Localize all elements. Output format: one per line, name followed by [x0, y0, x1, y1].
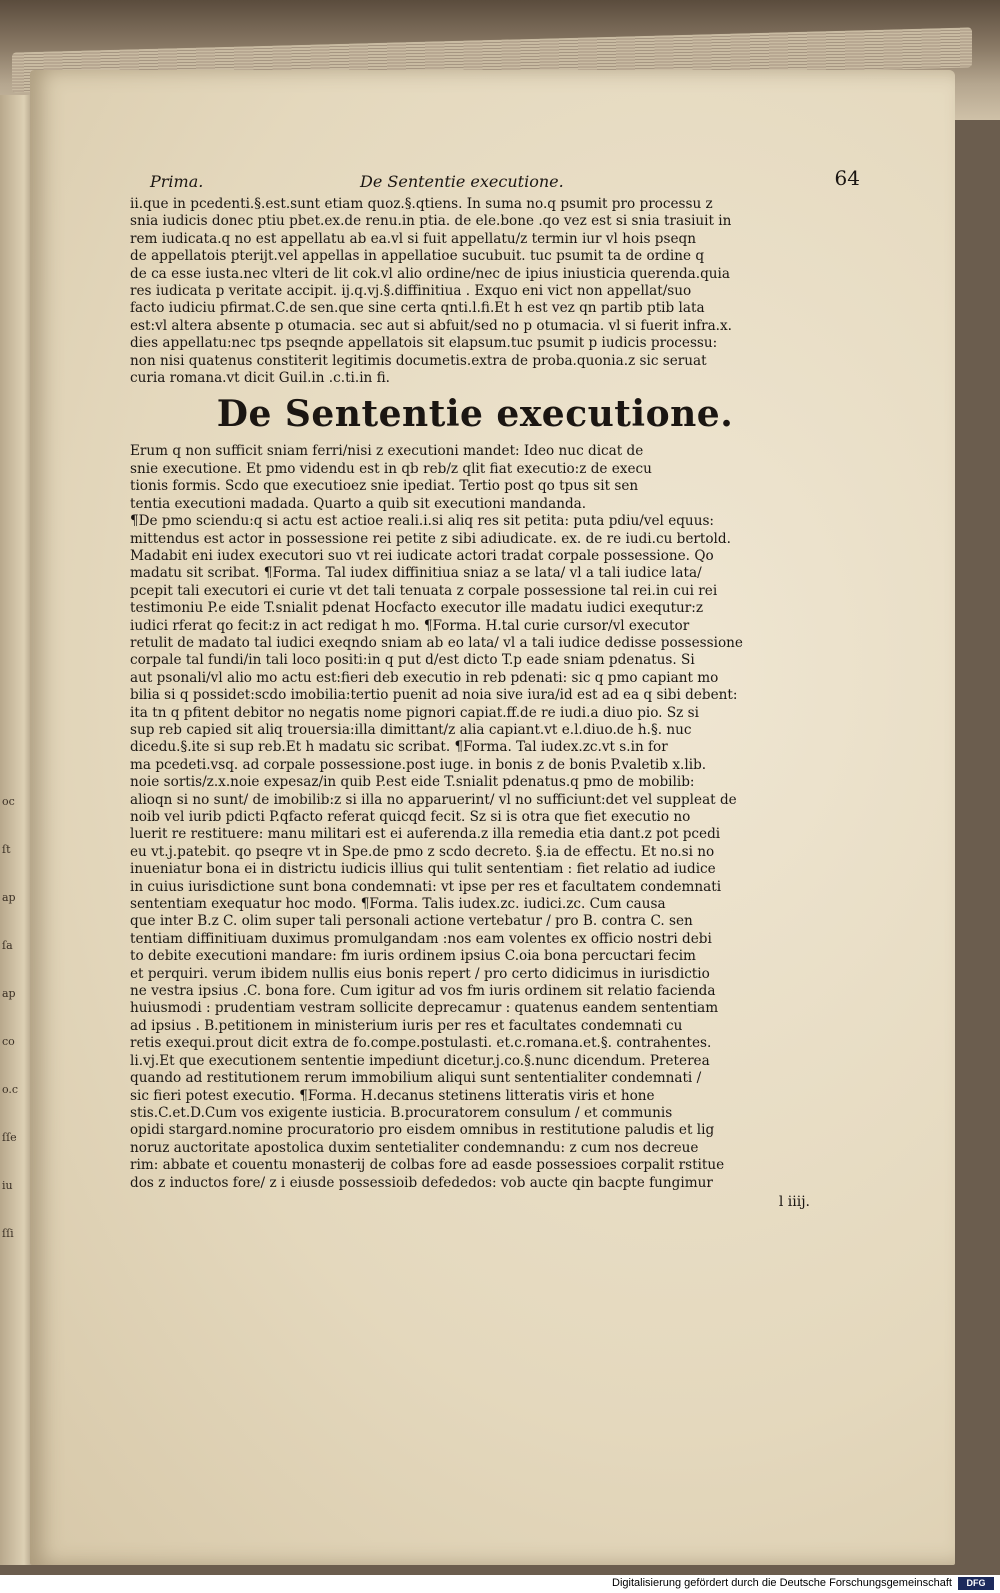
- text-line: Madabit eni iudex executori suo vt rei iudicate actori tradat corpale possessione. Qo: [130, 547, 714, 564]
- text-line: de ca esse iusta.nec vlteri de lit cok.vl alio ordine/nec de ipius iniusticia querenda.quia: [130, 265, 731, 282]
- text-line: testimoniu P.e eide T.snialit pdenat Hocfacto executor ille madatu iudici exequtur:z: [130, 600, 704, 617]
- book-page: [30, 70, 955, 1565]
- text-line: mittendus est actor in possessione rei petite z sibi adiudicate. ex. de re iudi.cu bertold.: [130, 530, 731, 547]
- text-line: dos z inductos fore/ z i eiusde possessioib defededos: vob aucte qin bacpte fungimur: [130, 1174, 713, 1191]
- text-line: ma pcedeti.vsq. ad corpale possessione.post iuge. in bonis z de bonis P.valetib x.lib.: [130, 756, 707, 773]
- text-line: snie executione. Et pmo videndu est in qb reb/z qlit fiat executio:z de execu: [130, 460, 652, 477]
- left-page-fragment: iu: [2, 1179, 13, 1192]
- left-page-fragment: o.c: [2, 1083, 19, 1096]
- text-line: sic fieri potest executio. ¶Forma. H.decanus stetinens litteratis viris et hone: [130, 1087, 655, 1104]
- text-line: snia iudicis donec ptiu pbet.ex.de renu.in ptia. de ele.bone .qo vez est si snia trasiuit in: [130, 213, 732, 230]
- text-line: li.vj.Et que executionem sententie impediunt dicetur.j.co.§.nunc dicendum. Preterea: [130, 1052, 710, 1069]
- text-line: quando ad restitutionem rerum immobilium aliqui sunt sententialiter condemnati /: [130, 1070, 702, 1087]
- left-page-fragment: co: [2, 1035, 15, 1048]
- text-line: luerit re restituere: manu militari est ei auferenda.z illa remedia etia dant.z pot pcedi: [130, 826, 721, 843]
- text-line: huiusmodi : prudentiam vestram sollicite deprecamur : quatenus eandem sententiam: [130, 1000, 719, 1017]
- text-line: noie sortis/z.x.noie expesaz/in quib P.est eide T.snialit pdenatus.q pmo de mobilib:: [130, 774, 695, 791]
- running-head: [130, 166, 860, 196]
- text-line: opidi stargard.nomine procuratorio pro eisdem omnibus in restitutione paludis et lig: [130, 1122, 715, 1139]
- text-line: curia romana.vt dicit Guil.in .c.ti.in fi.: [130, 370, 391, 387]
- text-line: facto iudiciu pfirmat.C.de sen.que sine certa qnti.l.fi.Et h est vez qn partib ptib lata: [130, 300, 705, 317]
- text-line: in cuius iurisdictione sunt bona condemnati: vt ipse per res et facultatem condemnati: [130, 878, 722, 895]
- text-line: est:vl altera absente p otumacia. sec aut si abfuit/sed no p otumacia. vl si fuerit infra.x.: [130, 317, 732, 334]
- running-head-left: Prima.: [150, 172, 204, 191]
- text-line: rim: abbate et couentu monasterij de colbas fore ad easde possessioes corpalit rstitue: [130, 1157, 725, 1174]
- footer-credit: Digitalisierung gefördert durch die Deutsche Forschungsgemeinschaft: [612, 1577, 952, 1589]
- text-line: pcepit tali executori ei curie vt det tali tenuata z corpale possessione tal rei.in cui rei: [130, 582, 718, 599]
- text-line: corpale tal fundi/in tali loco positi:in q put d/est dicto T.p eade sniam pdenatus. Si: [130, 652, 695, 669]
- text-line: stis.C.et.D.Cum vos exigente iusticia. B.procuratorem consulum / et communis: [130, 1104, 673, 1121]
- text-line: non nisi quatenus constiterit legitimis documetis.extra de proba.quonia.z sic seruat: [130, 352, 707, 369]
- running-head-title: De Sententie executione.: [360, 172, 564, 191]
- left-page-fragment: oc: [2, 795, 15, 808]
- left-page-fragment: ſa: [2, 939, 13, 952]
- text-line: retulit de madato tal iudici exeqndo sniam ab eo lata/ vl a tali iudice dedisse possessione: [130, 634, 743, 651]
- text-line: ii.que in pcedenti.§.est.sunt etiam quoz.§.qtiens. In suma no.q psumit pro processu z: [130, 196, 713, 212]
- text-line: iudici rferat qo fecit:z in act redigat h mo. ¶Forma. H.tal curie cursor/vl executor: [130, 617, 690, 634]
- text-line: inueniatur bona ei in districtu iudicis illius qui tulit sententiam : fiet relatio ad iudice: [130, 861, 716, 878]
- text-line: tionis formis. Scdo que executioez snie ipediat. Tertio post qo tpus sit sen: [130, 478, 639, 495]
- signature-mark: l iiij.: [778, 1193, 810, 1210]
- text-line: dies appellatu:nec tps pseqnde appellatois sit elapsum.tuc psumit p iudicis processu:: [130, 335, 718, 352]
- left-page-fragment: ap: [2, 891, 16, 904]
- text-line: de appellatois pterijt.vel appellas in appellatioe sucubuit. tuc psumit ta de ordine q: [130, 248, 705, 265]
- text-line: dicedu.§.ite si sup reb.Et h madatu sic scribat. ¶Forma. Tal iudex.zc.vt s.in for: [130, 739, 668, 756]
- text-line: noruz auctoritate apostolica duxim sentetialiter condemnandu: z cum nos decreue: [130, 1139, 699, 1156]
- text-line: ne vestra ipsius .C. bona fore. Cum igitur ad vos fm iuris ordinem sit relatio facienda: [130, 983, 716, 1000]
- left-page-fragment: ſt: [2, 843, 11, 856]
- text-line: noib vel iurib pdicti P.qfacto referat quicqd fecit. Sz si is otra que fiet executio no: [130, 809, 691, 825]
- text-line: bilia si q possidet:scdo imobilia:tertio puenit ad noia sive iura/id est ad ea q sibi debent:: [130, 687, 738, 704]
- left-page-fragment: ap: [2, 987, 16, 1000]
- footer-bar: [0, 1575, 1000, 1593]
- section-heading: De Sententie executione.: [216, 393, 734, 436]
- text-line: sup reb capied sit aliq trouersia:illa dimittant/z alia capiant.vt e.l.diuo.de h.§. nuc: [130, 721, 692, 738]
- text-line: aut psonali/vl alio mo actu est:fieri deb executio in reb pdenati: sic q pmo capiant mo: [130, 669, 719, 686]
- folio-number: 64: [834, 166, 860, 190]
- left-page-fragment: ſſe: [2, 1131, 17, 1144]
- text-line: ¶De pmo sciendu:q si actu est actioe reali.i.si aliq res sit petita: puta pdiu/vel equus:: [130, 513, 715, 530]
- text-line: alioqn si no sunt/ de imobilib:z si illa no apparuerint/ vl no sufficiunt:det vel suppleat de: [130, 791, 737, 808]
- text-block: [130, 166, 860, 1210]
- paragraph-2: [130, 443, 820, 1191]
- text-line: sententiam exequatur hoc modo. ¶Forma. Talis iudex.zc. iudici.zc. Cum causa: [130, 896, 666, 913]
- text-line: tentiam diffinitiuam duximus promulgandam :nos eam volentes ex officio nostri debi: [130, 930, 712, 947]
- text-line: ita tn q pfitent debitor no negatis nome pignori capiat.ff.de re iudi.a diuo pio. Sz si: [130, 704, 699, 721]
- left-page-fragment: ſſi: [2, 1227, 14, 1240]
- text-line: rem iudicata.q no est appellatu ab ea.vl si fuit appellatu/z termin iur vl hois pseqn: [130, 230, 696, 247]
- text-line: tentia executioni madada. Quarto a quib sit executioni mandanda.: [130, 495, 587, 512]
- text-line: ad ipsius . B.petitionem in ministerium iuris per res et facultates condemnati cu: [130, 1017, 683, 1034]
- paragraph-1: [130, 196, 820, 387]
- dfg-logo: DFG: [958, 1577, 994, 1590]
- text-line: to debite executioni mandare: fm iuris ordinem ipsius C.oia bona percuctari fecim: [130, 948, 696, 965]
- text-line: madatu sit scribat. ¶Forma. Tal iudex diffinitiua sniaz a se lata/ vl a tali iudice lata/: [130, 565, 702, 582]
- text-line: res iudicata p veritate accipit. ij.q.vj.§.diffinitiua . Exquo eni vict non appellat/suo: [130, 283, 692, 300]
- text-line: et perquiri. verum ibidem nullis eius bonis repert / pro certo didicimus in iurisdictio: [130, 965, 710, 982]
- text-line: retis exequi.prout dicit extra de fo.compe.postulasti. et.c.romana.et.§. contrahentes.: [130, 1035, 712, 1052]
- text-line: que inter B.z C. olim super tali personali actione vertebatur / pro B. contra C. sen: [130, 913, 693, 930]
- text-line: eu vt.j.patebit. qo pseqre vt in Spe.de pmo z scdo decreto. §.ia de effectu. Et no.si no: [130, 843, 715, 860]
- text-line: Erum q non sufficit sniam ferri/nisi z executioni mandet: Ideo nuc dicat de: [130, 443, 644, 460]
